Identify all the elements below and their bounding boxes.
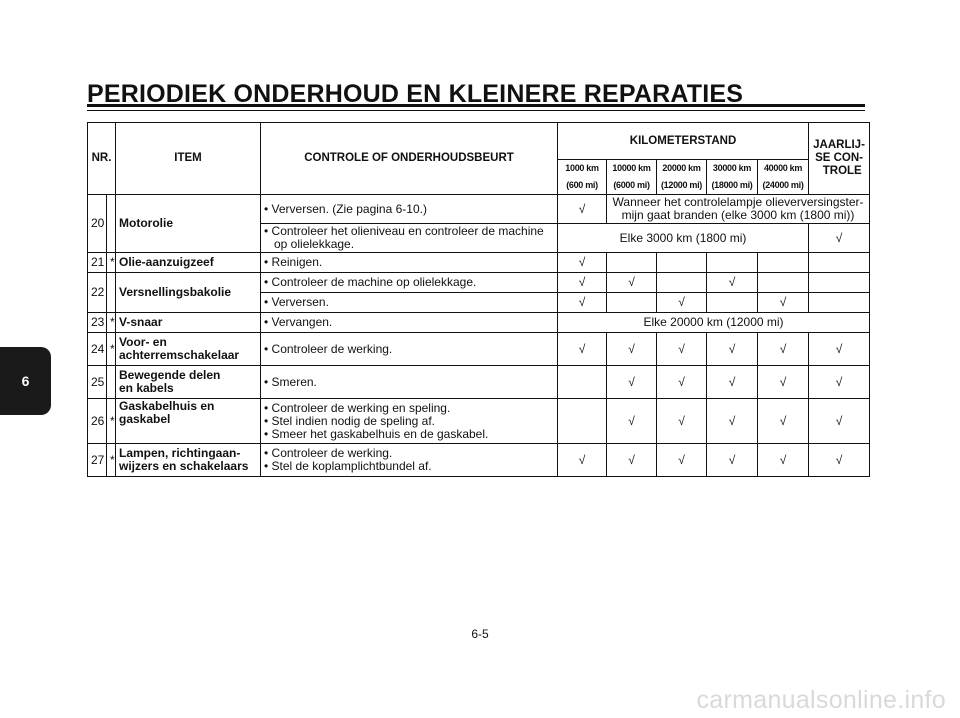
header-check: CONTROLE OF ONDERHOUDSBEURT (261, 123, 558, 195)
check-mark (809, 293, 870, 313)
check-mark: √ (558, 253, 607, 273)
row-star (107, 366, 116, 399)
check-mark: √ (657, 399, 707, 444)
row-item: Gaskabelhuis en gaskabel (116, 399, 261, 444)
check-mark: √ (707, 366, 758, 399)
title-rule (87, 104, 865, 111)
row-action: • Verversen. (261, 293, 558, 313)
check-mark: √ (657, 366, 707, 399)
check-mark (809, 273, 870, 293)
row-action: • Verversen. (Zie pagina 6-10.) (261, 195, 558, 224)
table-row (88, 444, 870, 477)
row-nr: 21 (88, 253, 107, 273)
check-mark: √ (707, 333, 758, 366)
row-nr: 26 (88, 399, 107, 444)
check-mark: √ (758, 333, 809, 366)
header-interval: 20000 km (12000 mi) (657, 160, 707, 195)
check-mark: √ (758, 444, 809, 477)
header-annual: JAARLIJ- SE CON- TROLE (809, 123, 870, 195)
check-mark (707, 293, 758, 313)
check-mark (607, 253, 657, 273)
row-item: Motorolie (116, 195, 261, 253)
row-star: * (107, 444, 116, 477)
check-mark: √ (607, 444, 657, 477)
check-mark: √ (707, 273, 758, 293)
check-mark: √ (809, 444, 870, 477)
row-item: Voor- en achterremschakelaar (116, 333, 261, 366)
row-star: * (107, 253, 116, 273)
header-kilometerstand: KILOMETERSTAND (558, 123, 809, 160)
check-mark: √ (809, 224, 870, 253)
row-action: • Vervangen. (261, 313, 558, 333)
interval-note: Wanneer het controlelampje olieverversingster- mijn gaat branden (elke 3000 km (1800 mi)) (607, 195, 870, 224)
header-interval: 1000 km (600 mi) (558, 160, 607, 195)
check-mark: √ (607, 333, 657, 366)
chapter-number: 6 (21, 373, 30, 389)
check-mark: √ (758, 293, 809, 313)
page-number: 6-5 (471, 627, 489, 641)
check-mark: √ (607, 366, 657, 399)
check-mark: √ (558, 195, 607, 224)
header-interval: 40000 km (24000 mi) (758, 160, 809, 195)
row-nr: 20 (88, 195, 107, 253)
row-star: * (107, 313, 116, 333)
header-nr: NR. (88, 123, 116, 195)
check-mark: √ (657, 333, 707, 366)
check-mark (657, 273, 707, 293)
check-mark: √ (809, 333, 870, 366)
check-mark (607, 293, 657, 313)
check-mark (558, 399, 607, 444)
row-item: Olie-aanzuigzeef (116, 253, 261, 273)
watermark: carmanualsonline.info (696, 686, 946, 714)
check-mark (707, 253, 758, 273)
row-star: * (107, 399, 116, 444)
row-action: • Controleer de werking. • Stel de koplamplichtbundel af. (261, 444, 558, 477)
row-star (107, 195, 116, 253)
row-nr: 25 (88, 366, 107, 399)
page-title: PERIODIEK ONDERHOUD EN KLEINERE REPARATIES (87, 80, 744, 108)
row-nr: 24 (88, 333, 107, 366)
table-row (88, 313, 870, 333)
check-mark: √ (657, 293, 707, 313)
row-item: Bewegende delen en kabels (116, 366, 261, 399)
check-mark: √ (558, 333, 607, 366)
check-mark: √ (558, 293, 607, 313)
check-mark (809, 253, 870, 273)
interval-note: Elke 20000 km (12000 mi) (558, 313, 870, 333)
check-mark: √ (607, 399, 657, 444)
check-mark: √ (558, 444, 607, 477)
row-item: V-snaar (116, 313, 261, 333)
row-nr: 22 (88, 273, 107, 313)
header-item: ITEM (116, 123, 261, 195)
row-action: • Smeren. (261, 366, 558, 399)
table-row (88, 195, 870, 224)
table-row (88, 366, 870, 399)
check-mark: √ (707, 444, 758, 477)
table-row (88, 253, 870, 273)
row-item: Lampen, richtingaan- wijzers en schakelaars (116, 444, 261, 477)
check-mark: √ (657, 444, 707, 477)
row-action: • Reinigen. (261, 253, 558, 273)
check-mark: √ (707, 399, 758, 444)
row-action: • Controleer het olieniveau en controleer de machine op olielekkage. (261, 224, 558, 253)
header-interval: 10000 km (6000 mi) (607, 160, 657, 195)
check-mark: √ (758, 366, 809, 399)
header-interval: 30000 km (18000 mi) (707, 160, 758, 195)
check-mark: √ (758, 399, 809, 444)
chapter-tab (0, 347, 51, 415)
maintenance-table (87, 122, 870, 477)
row-action: • Controleer de werking en speling. • Stel indien nodig de speling af. • Smeer het gaskabelhuis en de gaskabel. (261, 399, 558, 444)
row-star (107, 273, 116, 313)
row-nr: 27 (88, 444, 107, 477)
check-mark: √ (558, 273, 607, 293)
table-row (88, 399, 870, 444)
check-mark: √ (607, 273, 657, 293)
row-star: * (107, 333, 116, 366)
row-item: Versnellingsbakolie (116, 273, 261, 313)
check-mark (758, 253, 809, 273)
check-mark (758, 273, 809, 293)
row-action: • Controleer de machine op olielekkage. (261, 273, 558, 293)
check-mark (657, 253, 707, 273)
interval-note: Elke 3000 km (1800 mi) (558, 224, 809, 253)
table-row (88, 273, 870, 293)
check-mark: √ (809, 366, 870, 399)
check-mark (558, 366, 607, 399)
table-row (88, 333, 870, 366)
row-action: • Controleer de werking. (261, 333, 558, 366)
row-nr: 23 (88, 313, 107, 333)
check-mark: √ (809, 399, 870, 444)
